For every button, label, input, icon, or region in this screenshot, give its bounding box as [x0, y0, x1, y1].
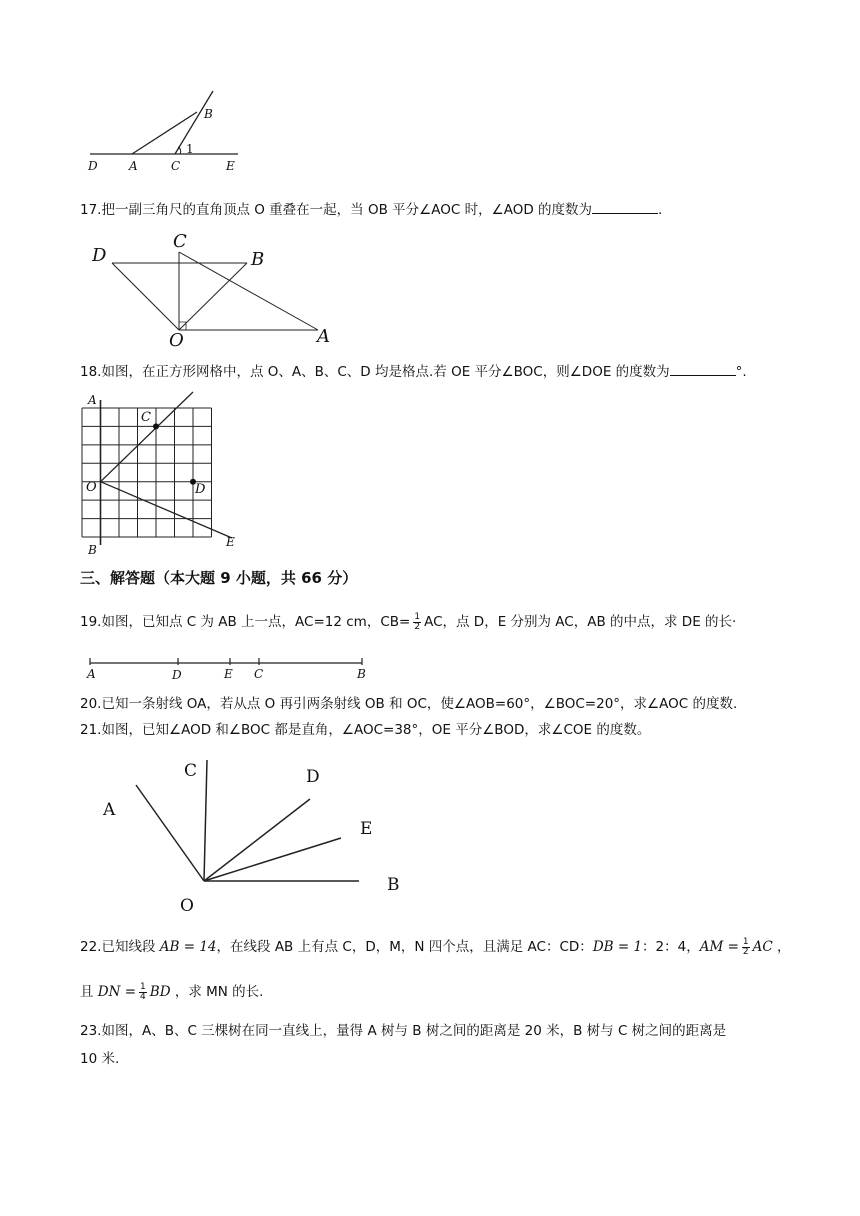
q22-db-eq: DB = 1: [592, 939, 643, 955]
fig21-label-C: C: [184, 761, 198, 781]
fig19-label-A: A: [87, 667, 96, 681]
figure-18-grid: [70, 390, 250, 560]
question-23-line-2: 10 米.: [80, 1051, 120, 1067]
fraction-denominator: 2: [414, 621, 421, 632]
figure-16: [80, 85, 250, 175]
question-19-text-a: 19.如图，已知点 C 为 AB 上一点，AC=12 cm，CB=: [80, 614, 411, 630]
fraction-one-half: [413, 613, 421, 632]
q22-text-c: ：2：4，: [642, 939, 700, 955]
q22-line2-b: ，求 MN 的长.: [174, 984, 264, 1000]
question-21: 21.如图，已知∠AOD 和∠BOC 都是直角，∠AOC=38°，OE 平分∠BOD，求∠COE 的度数。: [80, 722, 651, 738]
fig17-label-D: D: [92, 245, 107, 266]
figure-17: [80, 230, 350, 355]
fig18-label-A: A: [88, 393, 97, 407]
fig21-label-D: D: [306, 767, 320, 787]
question-20: 20.已知一条射线 OA，若从点 O 再引两条射线 OB 和 OC，使∠AOB=60°，∠BOC=20°，求∠AOC 的度数.: [80, 696, 738, 712]
fig16-label-C: C: [171, 159, 181, 173]
q22-am-eq: AM =: [699, 939, 739, 955]
q22-line2-a: 且: [80, 984, 94, 1000]
q22-dn-fraction: [139, 983, 147, 1002]
question-22-line-2: [80, 982, 263, 1002]
fraction-denominator: 4: [140, 991, 146, 1002]
fig21-label-E: E: [360, 819, 373, 839]
fraction-numerator: 1: [414, 611, 421, 622]
question-18: [80, 361, 747, 382]
fig19-label-C: C: [254, 667, 264, 681]
question-17-end: .: [658, 202, 663, 218]
question-23-line-1: 23.如图，A、B、C 三棵树在同一直线上，量得 A 树与 B 树之间的距离是 20 米，B 树与 C 树之间的距离是: [80, 1023, 727, 1039]
fig19-label-E: E: [224, 667, 233, 681]
fig21-label-A: A: [103, 800, 116, 820]
fig18-label-E: E: [226, 535, 235, 549]
answer-blank-18[interactable]: [670, 361, 736, 376]
fig18-label-D: D: [195, 482, 206, 497]
fig17-label-O: O: [169, 330, 184, 351]
fig19-label-B: B: [357, 667, 366, 681]
q22-dn-eq: DN =: [97, 984, 137, 1000]
question-17: [80, 199, 662, 220]
q22-text-d: ，: [777, 939, 791, 955]
fig17-label-C: C: [173, 231, 187, 252]
q22-text-b: ，在线段 AB 上有点 C，D，M，N 四个点，且满足 AC：CD：: [216, 939, 593, 955]
fig16-label-1: 1: [186, 142, 194, 156]
fig17-label-B: B: [251, 249, 265, 270]
q22-ac: AC: [752, 939, 773, 955]
figure-21: [130, 760, 373, 890]
q22-text-a: 22.已知线段: [80, 939, 156, 955]
question-19-text-b: AC，点 D，E 分别为 AC，AB 的中点，求 DE 的长·: [424, 614, 737, 630]
fig19-label-D: D: [172, 668, 182, 682]
fig16-label-B: B: [204, 107, 213, 121]
fig18-label-C: C: [141, 410, 151, 425]
question-19: [80, 612, 736, 632]
section-heading: 三、解答题（本大题 9 小题，共 66 分）: [80, 569, 358, 587]
question-18-text: 18.如图，在正方形网格中，点 O、A、B、C、D 均是格点.若 OE 平分∠BOC，则∠DOE 的度数为: [80, 364, 670, 380]
question-22-line-1: [80, 937, 791, 957]
fig16-label-D: D: [88, 159, 98, 173]
answer-blank-17[interactable]: [592, 199, 658, 214]
fig17-label-A: A: [317, 326, 330, 347]
fig16-label-E: E: [226, 159, 235, 173]
fig21-label-O: O: [180, 896, 194, 916]
fig18-label-O: O: [86, 480, 97, 495]
fraction-numerator: 1: [742, 936, 749, 947]
fraction-denominator: 2: [742, 946, 749, 957]
q22-ab-eq: AB = 14: [159, 939, 217, 955]
fig16-label-A: A: [129, 159, 138, 173]
q22-am-fraction: [742, 938, 750, 957]
fig21-label-B: B: [387, 875, 400, 895]
fraction-numerator: 1: [140, 981, 146, 992]
question-18-end: °.: [735, 364, 747, 380]
fig18-label-B: B: [88, 543, 97, 557]
question-17-text: 17.把一副三角尺的直角顶点 O 重叠在一起，当 OB 平分∠AOC 时，∠AOD 的度数为: [80, 202, 593, 218]
q22-bd: BD: [149, 984, 171, 1000]
